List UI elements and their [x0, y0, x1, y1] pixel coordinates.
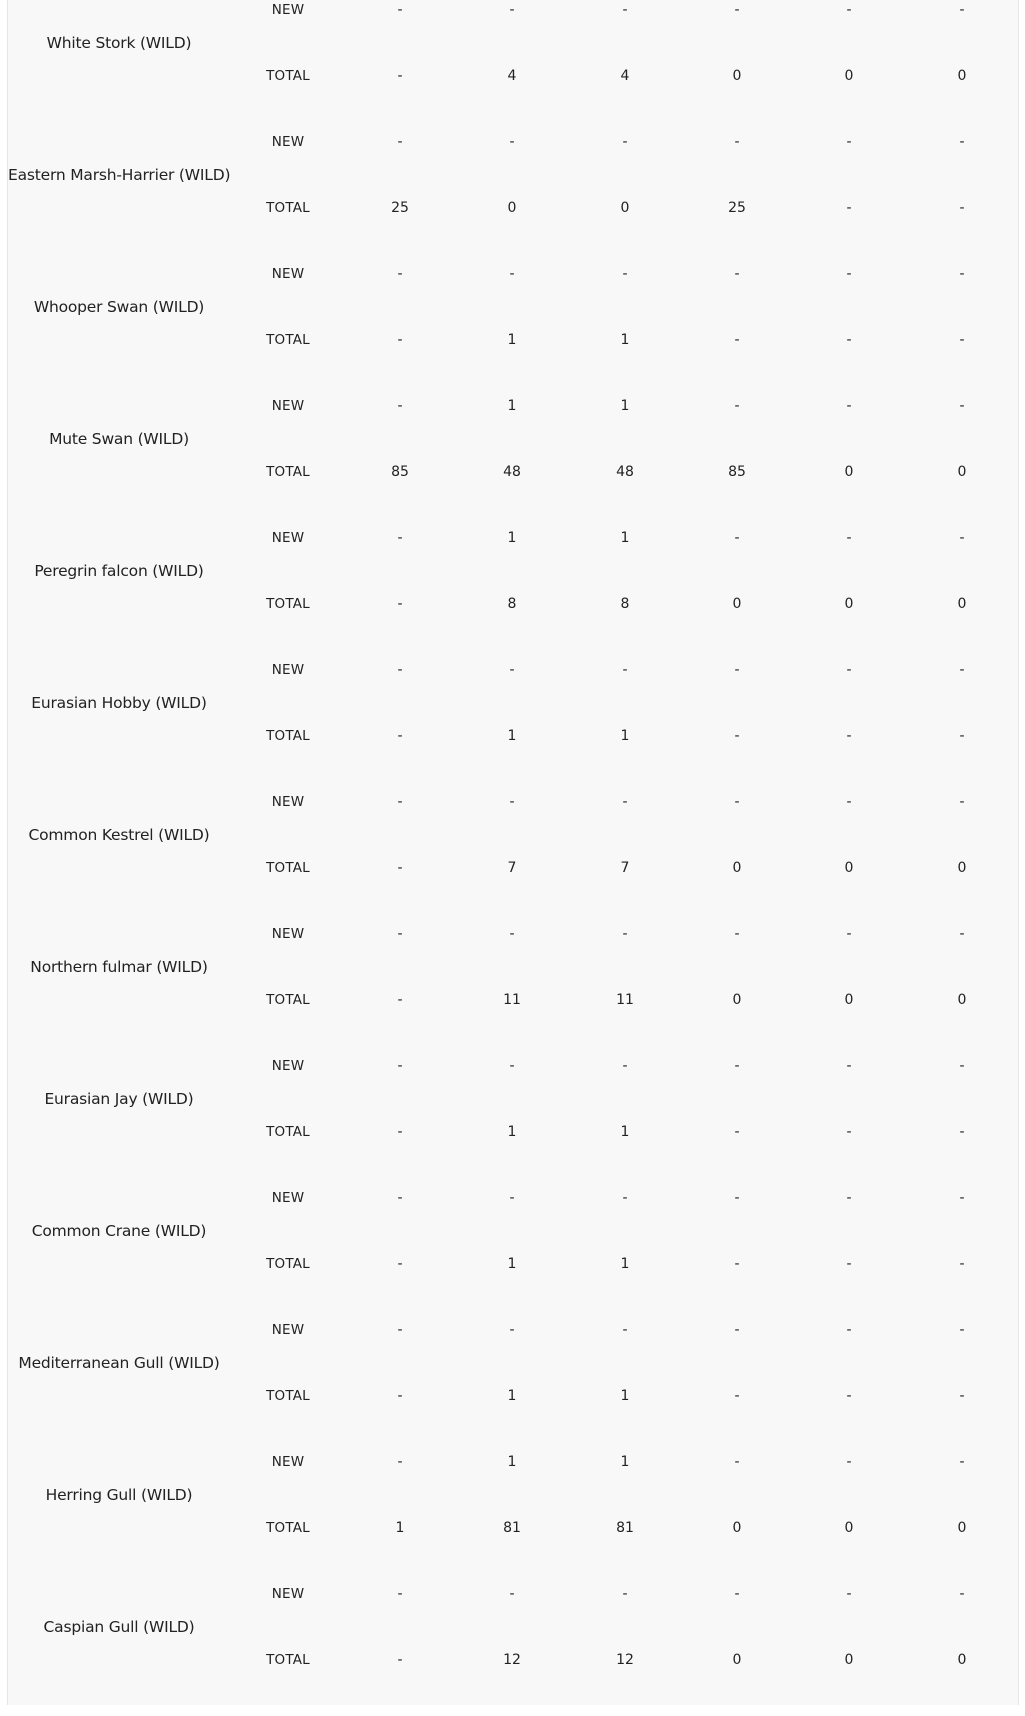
total-row-label: TOTAL [266, 596, 310, 612]
value-cell-col-2: 8 [507, 596, 517, 612]
value-cell-col-3: - [622, 134, 628, 150]
value-cell-col-3: 1 [620, 530, 630, 546]
value-cell-col-5: - [846, 266, 852, 282]
value-cell-col-4: 25 [728, 200, 746, 216]
total-row-label: TOTAL [266, 1652, 310, 1668]
total-row-label: TOTAL [266, 332, 310, 348]
value-cell-col-4: 0 [732, 1652, 742, 1668]
value-cell-col-5: - [846, 1124, 852, 1140]
value-cell-col-3: 0 [620, 200, 630, 216]
value-cell-col-3: - [622, 1058, 628, 1074]
value-cell-col-1: - [397, 728, 403, 744]
value-cell-col-1: - [397, 992, 403, 1008]
value-cell-col-3: 4 [620, 68, 630, 84]
value-cell-col-2: - [509, 2, 515, 18]
value-cell-col-2: 0 [507, 200, 517, 216]
value-cell-col-3: 1 [620, 398, 630, 414]
value-cell-col-5: - [846, 1454, 852, 1470]
value-cell-col-3: - [622, 1322, 628, 1338]
value-cell-col-3: - [622, 2, 628, 18]
value-cell-col-4: - [734, 266, 740, 282]
value-cell-col-2: 4 [507, 68, 517, 84]
total-row-label: TOTAL [266, 992, 310, 1008]
value-cell-col-4: - [734, 1454, 740, 1470]
value-cell-col-4: - [734, 1256, 740, 1272]
value-cell-col-3: - [622, 794, 628, 810]
value-cell-col-4: 0 [732, 1520, 742, 1536]
value-cell-col-3: 8 [620, 596, 630, 612]
value-cell-col-2: - [509, 1058, 515, 1074]
new-row-label: NEW [271, 134, 305, 150]
value-cell-col-4: - [734, 1388, 740, 1404]
value-cell-col-3: 1 [620, 1388, 630, 1404]
species-group [8, 1584, 1018, 1716]
total-row-label: TOTAL [266, 728, 310, 744]
value-cell-col-2: 81 [503, 1520, 521, 1536]
species-group [8, 396, 1018, 528]
value-cell-col-6: - [959, 1124, 965, 1140]
species-group [8, 1452, 1018, 1584]
value-cell-col-6: 0 [957, 1652, 967, 1668]
value-cell-col-5: 0 [844, 596, 854, 612]
value-cell-col-5: 0 [844, 68, 854, 84]
new-row-label: NEW [271, 794, 305, 810]
value-cell-col-6: - [959, 728, 965, 744]
value-cell-col-5: 0 [844, 1652, 854, 1668]
value-cell-col-2: - [509, 794, 515, 810]
species-name: Eurasian Hobby (WILD) [31, 694, 207, 712]
total-row-label: TOTAL [266, 860, 310, 876]
value-cell-col-6: 0 [957, 464, 967, 480]
species-name: White Stork (WILD) [46, 34, 192, 52]
value-cell-col-4: - [734, 530, 740, 546]
value-cell-col-3: 11 [616, 992, 634, 1008]
value-cell-col-5: - [846, 200, 852, 216]
total-row-label: TOTAL [266, 1520, 310, 1536]
species-group [8, 528, 1018, 660]
value-cell-col-4: - [734, 1124, 740, 1140]
value-cell-col-4: - [734, 1058, 740, 1074]
species-name: Common Kestrel (WILD) [28, 826, 210, 844]
new-row-label: NEW [271, 926, 305, 942]
value-cell-col-3: 12 [616, 1652, 634, 1668]
value-cell-col-4: - [734, 662, 740, 678]
value-cell-col-3: - [622, 926, 628, 942]
value-cell-col-5: - [846, 1322, 852, 1338]
value-cell-col-5: 0 [844, 860, 854, 876]
new-row-label: NEW [271, 530, 305, 546]
value-cell-col-1: - [397, 68, 403, 84]
value-cell-col-6: - [959, 1058, 965, 1074]
value-cell-col-5: - [846, 1190, 852, 1206]
value-cell-col-1: - [397, 134, 403, 150]
value-cell-col-3: 81 [616, 1520, 634, 1536]
value-cell-col-2: 1 [507, 728, 517, 744]
value-cell-col-5: - [846, 794, 852, 810]
value-cell-col-3: 1 [620, 728, 630, 744]
value-cell-col-1: - [397, 1652, 403, 1668]
value-cell-col-1: - [397, 530, 403, 546]
value-cell-col-4: 0 [732, 992, 742, 1008]
value-cell-col-1: - [397, 398, 403, 414]
species-group [8, 132, 1018, 264]
value-cell-col-2: - [509, 662, 515, 678]
value-cell-col-2: - [509, 1190, 515, 1206]
value-cell-col-2: 11 [503, 992, 521, 1008]
total-row-label: TOTAL [266, 68, 310, 84]
value-cell-col-4: - [734, 332, 740, 348]
value-cell-col-5: - [846, 332, 852, 348]
value-cell-col-3: - [622, 1586, 628, 1602]
value-cell-col-1: - [397, 1454, 403, 1470]
value-cell-col-3: - [622, 266, 628, 282]
value-cell-col-2: - [509, 266, 515, 282]
species-name: Eastern Marsh-Harrier (WILD) [8, 166, 231, 184]
value-cell-col-1: - [397, 596, 403, 612]
value-cell-col-4: - [734, 2, 740, 18]
value-cell-col-3: 7 [620, 860, 630, 876]
value-cell-col-1: - [397, 1322, 403, 1338]
value-cell-col-1: 1 [395, 1520, 405, 1536]
value-cell-col-2: 1 [507, 332, 517, 348]
value-cell-col-5: 0 [844, 992, 854, 1008]
value-cell-col-4: - [734, 1190, 740, 1206]
value-cell-col-2: - [509, 926, 515, 942]
value-cell-col-5: 0 [844, 1520, 854, 1536]
total-row-label: TOTAL [266, 464, 310, 480]
value-cell-col-1: - [397, 1586, 403, 1602]
value-cell-col-6: - [959, 1388, 965, 1404]
species-group [8, 1056, 1018, 1188]
species-name: Whooper Swan (WILD) [33, 298, 205, 316]
value-cell-col-4: - [734, 1586, 740, 1602]
species-group [8, 924, 1018, 1056]
value-cell-col-5: - [846, 1388, 852, 1404]
value-cell-col-1: - [397, 266, 403, 282]
total-row-label: TOTAL [266, 1124, 310, 1140]
value-cell-col-6: - [959, 1586, 965, 1602]
value-cell-col-4: - [734, 794, 740, 810]
value-cell-col-4: - [734, 728, 740, 744]
value-cell-col-2: 12 [503, 1652, 521, 1668]
value-cell-col-4: 85 [728, 464, 746, 480]
species-name: Herring Gull (WILD) [45, 1486, 193, 1504]
value-cell-col-6: - [959, 2, 965, 18]
value-cell-col-5: - [846, 662, 852, 678]
total-row-label: TOTAL [266, 1388, 310, 1404]
total-row-label: TOTAL [266, 1256, 310, 1272]
value-cell-col-1: 25 [391, 200, 409, 216]
value-cell-col-5: - [846, 926, 852, 942]
value-cell-col-5: - [846, 1586, 852, 1602]
value-cell-col-3: - [622, 662, 628, 678]
value-cell-col-6: - [959, 1454, 965, 1470]
species-name: Eurasian Jay (WILD) [44, 1090, 194, 1108]
value-cell-col-2: 1 [507, 530, 517, 546]
species-table-panel [7, 0, 1019, 1705]
value-cell-col-1: - [397, 860, 403, 876]
value-cell-col-5: - [846, 134, 852, 150]
value-cell-col-6: 0 [957, 68, 967, 84]
value-cell-col-2: 1 [507, 398, 517, 414]
value-cell-col-3: - [622, 1190, 628, 1206]
value-cell-col-5: - [846, 530, 852, 546]
species-group [8, 1320, 1018, 1452]
species-group [8, 1188, 1018, 1320]
new-row-label: NEW [271, 1322, 305, 1338]
value-cell-col-4: - [734, 926, 740, 942]
value-cell-col-3: 1 [620, 1124, 630, 1140]
value-cell-col-6: 0 [957, 596, 967, 612]
value-cell-col-1: - [397, 1190, 403, 1206]
new-row-label: NEW [271, 1058, 305, 1074]
value-cell-col-2: 1 [507, 1256, 517, 1272]
new-row-label: NEW [271, 1190, 305, 1206]
new-row-label: NEW [271, 1586, 305, 1602]
value-cell-col-5: - [846, 728, 852, 744]
new-row-label: NEW [271, 266, 305, 282]
species-group [8, 792, 1018, 924]
value-cell-col-3: 1 [620, 1454, 630, 1470]
species-group [8, 0, 1018, 132]
species-name: Northern fulmar (WILD) [30, 958, 208, 976]
value-cell-col-4: 0 [732, 68, 742, 84]
value-cell-col-4: - [734, 134, 740, 150]
value-cell-col-5: - [846, 398, 852, 414]
value-cell-col-1: - [397, 794, 403, 810]
value-cell-col-6: - [959, 1322, 965, 1338]
total-row-label: TOTAL [266, 200, 310, 216]
value-cell-col-6: - [959, 794, 965, 810]
species-name: Caspian Gull (WILD) [43, 1618, 195, 1636]
value-cell-col-1: - [397, 662, 403, 678]
value-cell-col-6: 0 [957, 992, 967, 1008]
value-cell-col-6: - [959, 530, 965, 546]
value-cell-col-5: 0 [844, 464, 854, 480]
value-cell-col-6: - [959, 662, 965, 678]
value-cell-col-1: - [397, 1388, 403, 1404]
value-cell-col-2: 7 [507, 860, 517, 876]
value-cell-col-6: - [959, 926, 965, 942]
new-row-label: NEW [271, 1454, 305, 1470]
value-cell-col-6: - [959, 398, 965, 414]
value-cell-col-1: - [397, 332, 403, 348]
value-cell-col-3: 48 [616, 464, 634, 480]
value-cell-col-4: 0 [732, 860, 742, 876]
value-cell-col-2: 1 [507, 1124, 517, 1140]
value-cell-col-1: - [397, 926, 403, 942]
value-cell-col-1: 85 [391, 464, 409, 480]
value-cell-col-2: - [509, 1586, 515, 1602]
value-cell-col-2: - [509, 1322, 515, 1338]
species-name: Mute Swan (WILD) [49, 430, 189, 448]
value-cell-col-4: 0 [732, 596, 742, 612]
value-cell-col-5: - [846, 1058, 852, 1074]
value-cell-col-1: - [397, 1256, 403, 1272]
species-name: Peregrin falcon (WILD) [34, 562, 204, 580]
value-cell-col-6: - [959, 200, 965, 216]
value-cell-col-6: - [959, 332, 965, 348]
species-name: Common Crane (WILD) [31, 1222, 207, 1240]
new-row-label: NEW [271, 662, 305, 678]
value-cell-col-6: - [959, 1190, 965, 1206]
value-cell-col-3: 1 [620, 1256, 630, 1272]
value-cell-col-6: 0 [957, 1520, 967, 1536]
value-cell-col-1: - [397, 1124, 403, 1140]
value-cell-col-6: - [959, 134, 965, 150]
value-cell-col-6: 0 [957, 860, 967, 876]
value-cell-col-2: 1 [507, 1454, 517, 1470]
value-cell-col-4: - [734, 1322, 740, 1338]
value-cell-col-2: 1 [507, 1388, 517, 1404]
value-cell-col-6: - [959, 1256, 965, 1272]
species-group [8, 264, 1018, 396]
value-cell-col-3: 1 [620, 332, 630, 348]
value-cell-col-1: - [397, 2, 403, 18]
value-cell-col-5: - [846, 1256, 852, 1272]
value-cell-col-2: - [509, 134, 515, 150]
value-cell-col-2: 48 [503, 464, 521, 480]
new-row-label: NEW [271, 2, 305, 18]
value-cell-col-4: - [734, 398, 740, 414]
value-cell-col-5: - [846, 2, 852, 18]
species-name: Mediterranean Gull (WILD) [18, 1354, 220, 1372]
species-group [8, 660, 1018, 792]
new-row-label: NEW [271, 398, 305, 414]
value-cell-col-6: - [959, 266, 965, 282]
value-cell-col-1: - [397, 1058, 403, 1074]
